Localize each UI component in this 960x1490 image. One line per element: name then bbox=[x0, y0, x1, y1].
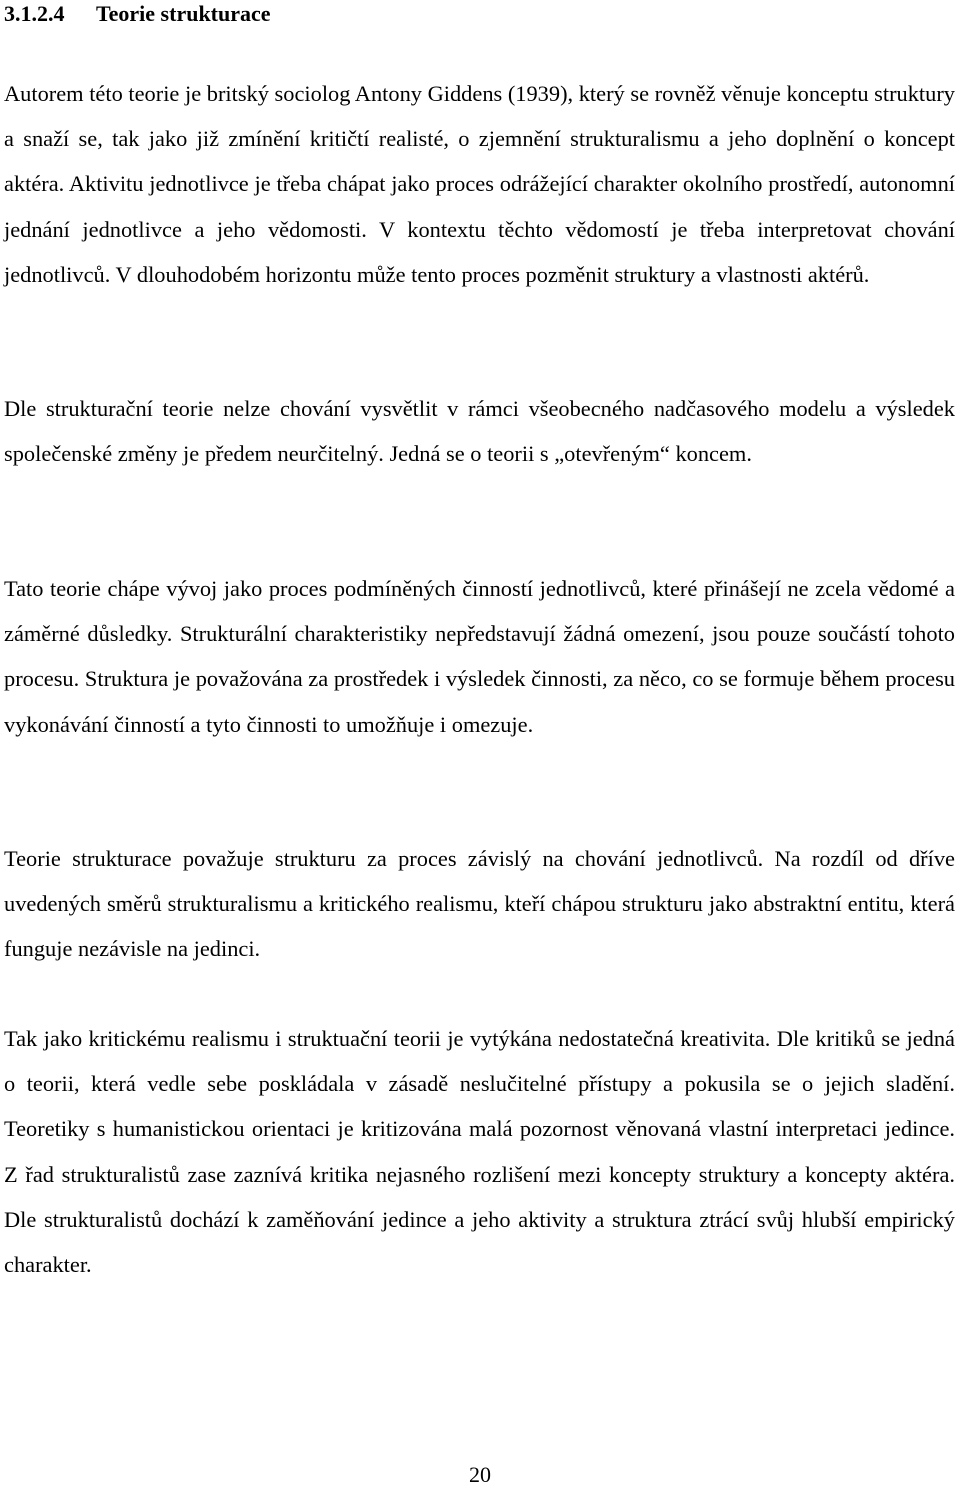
section-number: 3.1.2.4 bbox=[4, 1, 65, 26]
section-title: Teorie strukturace bbox=[96, 1, 271, 26]
paragraph-criticism: Tak jako kritickému realismu i struktuační teorii je vytýkána nedostatečná kreativita. Dle kritiků se jedná o teorii, která vedle sebe poskládala v zásadě neslučitelné přístupy a pokusila se o jejich sladění. Teoretiky s humanistickou orientaci je kritizována malá pozornost věnovaná vlastní interpretaci jedince. Z řad strukturalistů zase zaznívá kritika nejasného rozlišení mezi koncepty struktury a koncepty aktéra. Dle strukturalistů dochází k zaměňování jedince a jeho aktivity a struktura ztrácí svůj hlubší empirický charakter. bbox=[4, 1026, 955, 1278]
paragraph-giddens-intro: Autorem této teorie je britský sociolog Antony Giddens (1939), který se rovněž věnuje konceptu struktury a snaží se, tak jako již zmínění kritičtí realisté, o zjemnění strukturalismu a jeho doplnění o koncept aktéra. Aktivitu jednotlivce je třeba chápat jako proces odrážející charakter okolního prostředí, autonomní jednání jednotlivce a jeho vědomosti. V kontextu těchto vědomostí je třeba interpretovat chování jednotlivců. V dlouhodobém horizontu může tento proces pozměnit struktury a vlastnosti aktérů. bbox=[4, 81, 955, 287]
section-heading bbox=[4, 0, 271, 28]
paragraph-structure-as-process: Teorie strukturace považuje strukturu za proces závislý na chování jednotlivců. Na rozdíl od dříve uvedených směrů strukturalismu a kritického realismu, kteří chápou strukturu jako abstraktní entitu, která funguje nezávisle na jedinci. bbox=[4, 846, 955, 962]
page-number: 20 bbox=[469, 1462, 491, 1487]
paragraph-development-process: Tato teorie chápe vývoj jako proces podmíněných činností jednotlivců, které přinášejí ne zcela vědomé a záměrné důsledky. Strukturální charakteristiky nepředstavují žádná omezení, jsou pouze součástí tohoto procesu. Struktura je považována za prostředek i výsledek činnosti, za něco, co se formuje během procesu vykonávání činností a tyto činnosti to umožňuje i omezuje. bbox=[4, 576, 955, 737]
paragraph-open-ended-theory: Dle strukturační teorie nelze chování vysvětlit v rámci všeobecného nadčasového modelu a výsledek společenské změny je předem neurčitelný. Jedná se o teorii s „otevřeným“ koncem. bbox=[4, 396, 955, 467]
